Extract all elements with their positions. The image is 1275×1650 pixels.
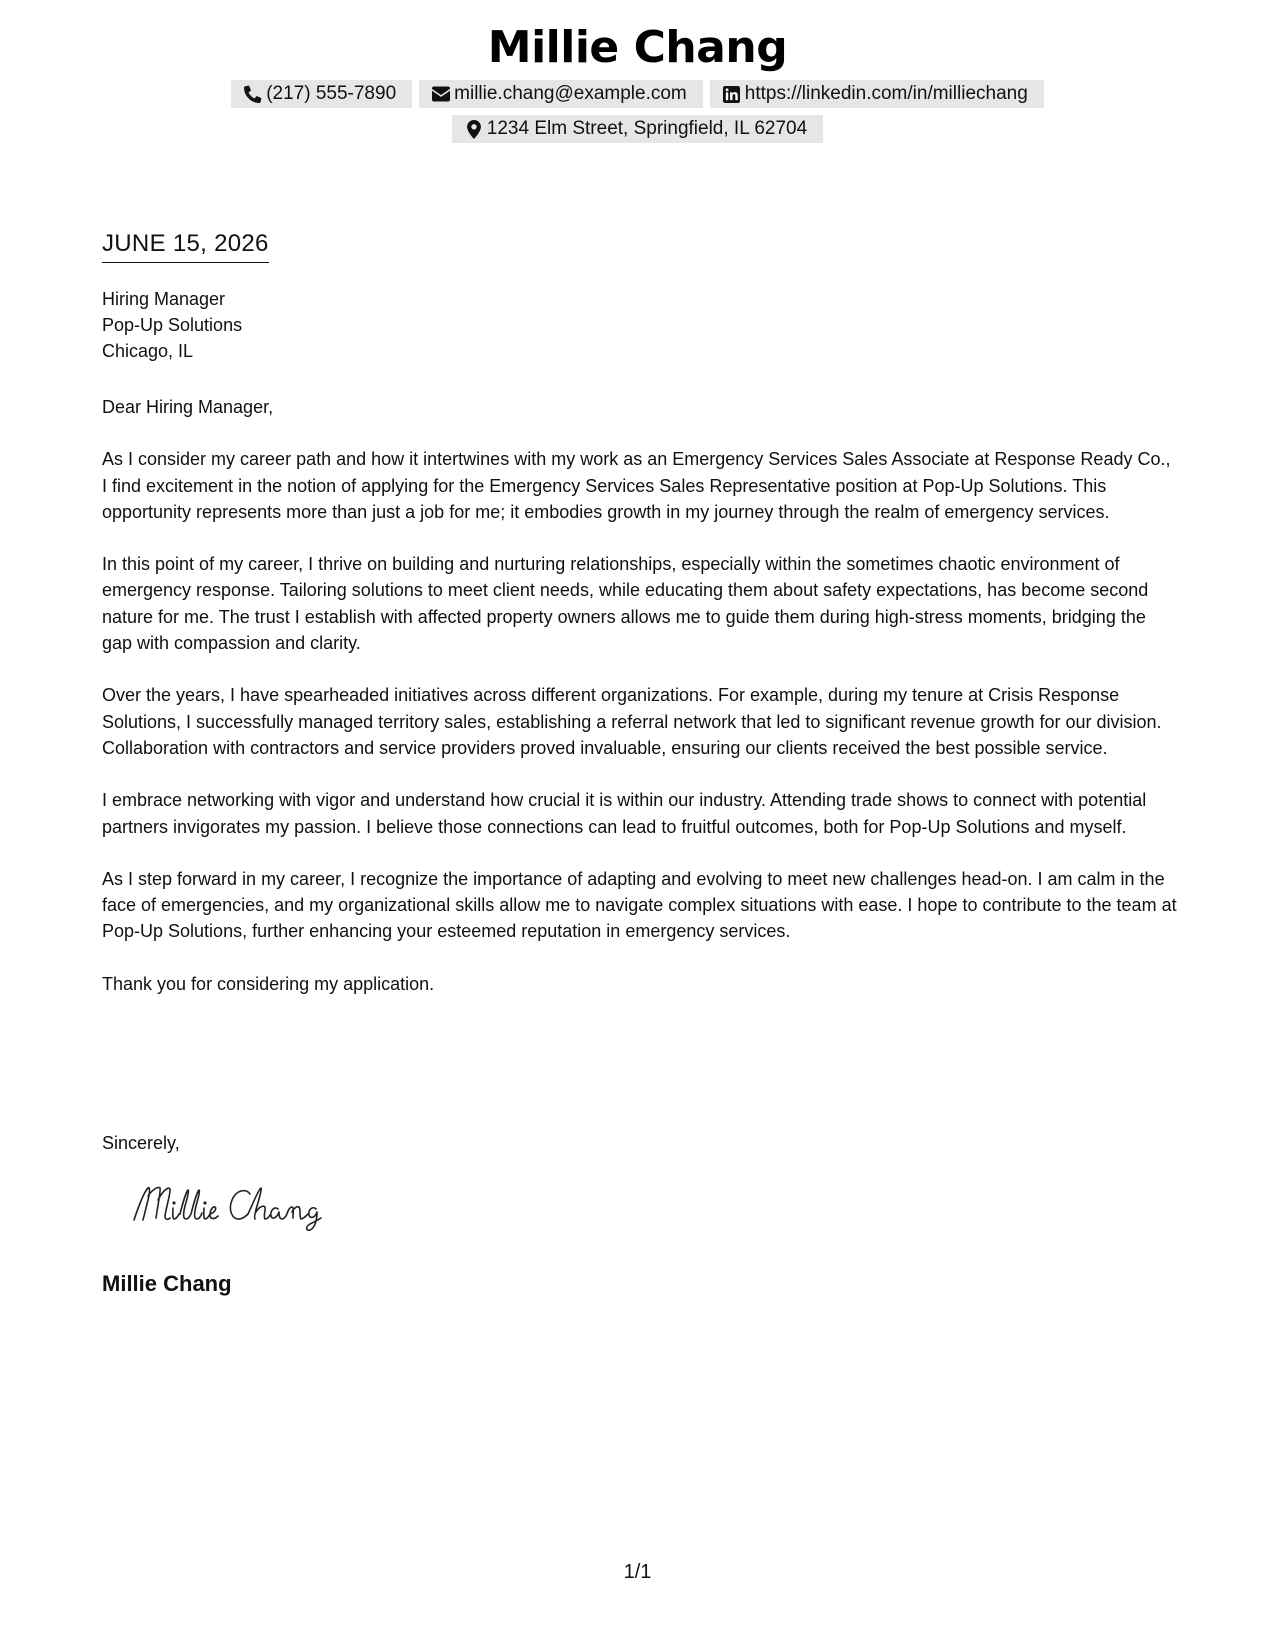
applicant-name-heading: Millie Chang — [487, 22, 788, 73]
signer-name: Millie Chang — [102, 1271, 232, 1296]
body-paragraph: In this point of my career, I thrive on building and nurturing relationships, especially within the sometimes chaotic environment of emergency response. Tailoring solutions to meet client needs, while educating them about safety expectations, has become second nature for me. The trust I establish with affected property owners allows me to guide them during high-stress moments, bridging the gap with compassion and clarity. — [102, 554, 1149, 654]
address-text: 1234 Elm Street, Springfield, IL 62704 — [486, 118, 808, 139]
greeting: Dear Hiring Manager, — [102, 397, 274, 417]
recipient-company: Pop-Up Solutions — [102, 315, 243, 335]
handwritten-signature — [128, 1178, 338, 1234]
phone-chip — [231, 80, 412, 108]
address-chip — [452, 115, 823, 143]
page-number: 1/1 — [623, 1561, 652, 1583]
address-row — [0, 115, 1275, 143]
phone-text: (217) 555-7890 — [266, 83, 397, 104]
linkedin-text: https://linkedin.com/in/milliechang — [744, 83, 1028, 104]
email-text: millie.chang@example.com — [454, 83, 687, 104]
letter-body — [102, 394, 1177, 1023]
body-paragraph: As I consider my career path and how it intertwines with my work as an Emergency Services Sales Associate at Response Ready Co., I find excitement in the notion of applying for the Emergency Services Sales Representative position at Pop-Up Solutions. This opportunity represents more than just a job for me; it embodies growth in my journey through the realm of emergency services. — [102, 449, 1171, 522]
recipient-title: Hiring Manager — [102, 289, 226, 309]
thank-you-paragraph: Thank you for considering my application. — [102, 973, 435, 994]
linkedin-icon — [722, 84, 742, 104]
body-paragraph: As I step forward in my career, I recognize the importance of adapting and evolving to meet new challenges head-on. I am calm in the face of emergencies, and my organizational skills allow me to navigate complex situations with ease. I hope to contribute to the team at Pop-Up Solutions, further enhancing your esteemed reputation in emergency services. — [102, 868, 1177, 942]
body-paragraph: Over the years, I have spearheaded initiatives across different organizations. For example, during my tenure at Crisis Response Solutions, I successfully managed territory sales, establishing a referral network that led to significant revenue growth for our division. Collaboration with contractors and service providers proved invaluable, ensuring our clients received the best possible service. — [102, 685, 1162, 758]
phone-icon — [243, 84, 263, 104]
email-chip — [419, 80, 703, 108]
body-paragraph: I embrace networking with vigor and understand how crucial it is within our industry. Attending trade shows to connect with potential partners invigorates my passion. I believe those connections can lead to fruitful outcomes, both for Pop-Up Solutions and myself. — [102, 790, 1147, 837]
linkedin-chip — [710, 80, 1044, 108]
recipient-location: Chicago, IL — [102, 341, 194, 361]
envelope-icon — [431, 84, 451, 104]
contact-info-row — [0, 80, 1275, 108]
closing-salutation: Sincerely, — [102, 1133, 180, 1153]
recipient-block — [102, 286, 242, 364]
letter-date: JUNE 15, 2026 — [102, 226, 269, 263]
map-marker-icon — [464, 119, 484, 139]
